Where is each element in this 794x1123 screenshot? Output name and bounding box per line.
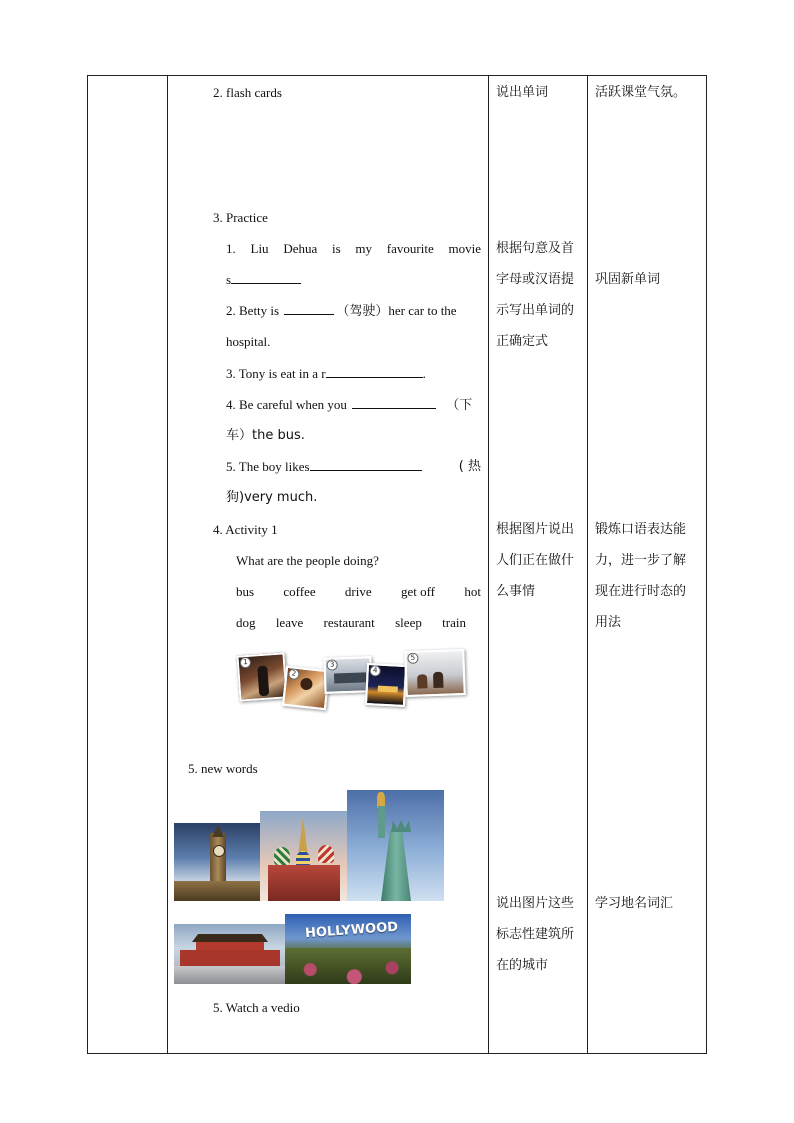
saint-basils-cathedral-image bbox=[260, 811, 347, 901]
purpose-place-names: 学习地名词汇 bbox=[595, 896, 674, 911]
activity-photo-5 bbox=[404, 649, 466, 697]
practice-item-3: 3. Tony is eat in a r . bbox=[226, 366, 426, 381]
answer-blank[interactable] bbox=[284, 303, 334, 315]
table-col-line-4 bbox=[706, 75, 707, 1054]
answer-blank[interactable] bbox=[310, 459, 422, 471]
activity-1-line-1: 根据图片说出 bbox=[496, 522, 575, 537]
practice-item-1: 1. Liu Dehua is my favourite movie bbox=[226, 241, 481, 256]
step-watch-video: 5. Watch a vedio bbox=[213, 1000, 300, 1015]
practice-item-2-line2: hospital. bbox=[226, 334, 271, 349]
step-new-words: 5. new words bbox=[188, 761, 258, 776]
step-practice: 3. Practice bbox=[213, 210, 268, 225]
photo-number-badge: 1 bbox=[240, 657, 252, 669]
activity-new-words-line-1: 说出图片这些 bbox=[496, 896, 575, 911]
practice-item-4: 4. Be careful when you （下 bbox=[226, 397, 473, 413]
table-col-line-3 bbox=[587, 75, 588, 1054]
activity-new-words-line-2: 标志性建筑所 bbox=[496, 927, 575, 942]
photo-number-badge: 5 bbox=[407, 653, 418, 664]
photo-number-badge: 2 bbox=[288, 668, 300, 680]
activity-new-words-line-3: 在的城市 bbox=[496, 958, 549, 973]
practice-item-2: 2. Betty is （驾驶）her car to the bbox=[226, 303, 457, 319]
purpose-liven-class: 活跃课堂气氛。 bbox=[595, 85, 687, 100]
photo-number-badge: 3 bbox=[326, 659, 337, 670]
activity-1-line-3: 么事情 bbox=[496, 584, 536, 599]
activity-1-line-2: 人们正在做什 bbox=[496, 553, 575, 568]
table-top-border bbox=[87, 75, 707, 76]
practice-item-4-line2: 车）the bus. bbox=[226, 428, 305, 443]
activity-say-words: 说出单词 bbox=[496, 85, 549, 100]
activity-photo-4 bbox=[365, 663, 407, 707]
activity-photo-2 bbox=[282, 666, 330, 710]
step-activity-1: 4. Activity 1 bbox=[213, 522, 278, 537]
table-col-line-2 bbox=[488, 75, 489, 1054]
activity-practice-line-1: 根据句意及首 bbox=[496, 241, 575, 256]
answer-blank[interactable] bbox=[352, 397, 436, 409]
word-bank-row-2: dog leave restaurant sleep train bbox=[236, 615, 466, 630]
word-bank-row-1: bus coffee drive get off hot bbox=[236, 584, 481, 599]
table-col-line-0 bbox=[87, 75, 88, 1054]
table-bottom-border bbox=[87, 1053, 707, 1054]
purpose-consolidate: 巩固新单词 bbox=[595, 272, 661, 287]
practice-item-5-line2: 狗)very much. bbox=[226, 490, 318, 505]
purpose-speaking-line-4: 用法 bbox=[595, 615, 622, 630]
activity-practice-line-3: 示写出单词的 bbox=[496, 303, 575, 318]
purpose-speaking-line-1: 锻炼口语表达能 bbox=[595, 522, 687, 537]
purpose-speaking-line-3: 现在进行时态的 bbox=[595, 584, 687, 599]
practice-item-5: 5. The boy likes ( 热 bbox=[226, 459, 481, 474]
photo-number-badge: 4 bbox=[369, 665, 381, 677]
step-flash-cards: 2. flash cards bbox=[213, 85, 282, 100]
activity-practice-line-4: 正确定式 bbox=[496, 334, 549, 349]
statue-of-liberty-image bbox=[347, 790, 444, 901]
activity-practice-line-2: 字母或汉语提 bbox=[496, 272, 575, 287]
table-col-line-1 bbox=[167, 75, 168, 1054]
answer-blank[interactable] bbox=[326, 366, 423, 378]
activity-question: What are the people doing? bbox=[236, 553, 379, 568]
answer-blank[interactable] bbox=[231, 272, 301, 284]
practice-item-1-blank: s bbox=[226, 272, 301, 288]
purpose-speaking-line-2: 力，进一步了解 bbox=[595, 553, 687, 568]
big-ben-image bbox=[174, 823, 260, 901]
tiananmen-image bbox=[174, 924, 285, 984]
hollywood-sign-text: HOLLYWOOD bbox=[304, 919, 399, 942]
activity-photo-1 bbox=[236, 652, 287, 701]
hollywood-sign-image bbox=[285, 914, 411, 984]
